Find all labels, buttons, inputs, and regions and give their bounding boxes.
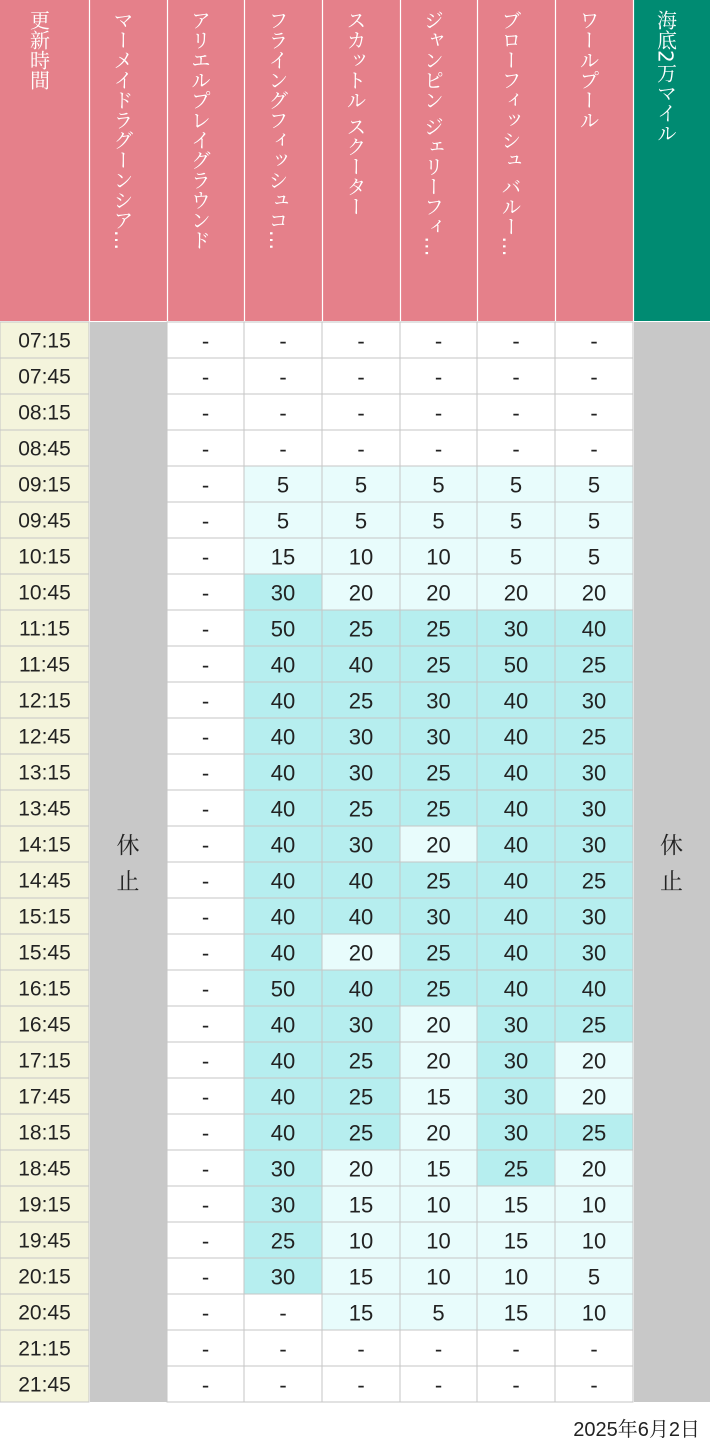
value-label: 40 bbox=[270, 1048, 296, 1074]
closed-status-text: 止 bbox=[660, 869, 683, 895]
value-label: 20 bbox=[581, 1156, 607, 1182]
time-label: 13:15 bbox=[18, 761, 71, 785]
time-label: 18:45 bbox=[18, 1157, 71, 1181]
closed-status-text: 休 bbox=[116, 833, 140, 859]
value-label: - bbox=[279, 364, 287, 390]
value-label: - bbox=[357, 436, 365, 462]
time-label: 21:15 bbox=[18, 1337, 71, 1361]
value-label: 30 bbox=[581, 796, 607, 822]
value-label: 10 bbox=[581, 1300, 607, 1326]
value-label: 30 bbox=[581, 904, 607, 930]
value-label: 20 bbox=[426, 1012, 451, 1038]
value-label: - bbox=[201, 1120, 210, 1146]
value-label: 30 bbox=[503, 616, 529, 642]
value-label: 50 bbox=[503, 652, 529, 678]
time-label: 10:15 bbox=[18, 545, 71, 569]
value-label: - bbox=[590, 436, 598, 462]
value-label: 10 bbox=[581, 1228, 607, 1254]
value-label: - bbox=[434, 400, 443, 426]
value-label: 40 bbox=[348, 976, 374, 1002]
value-label: 40 bbox=[270, 832, 296, 858]
value-label: 40 bbox=[503, 724, 529, 750]
value-label: 5 bbox=[509, 508, 523, 534]
time-label: 15:45 bbox=[18, 941, 71, 965]
value-label: 40 bbox=[270, 1084, 296, 1110]
value-label: 25 bbox=[348, 796, 374, 822]
time-label: 16:15 bbox=[18, 977, 71, 1001]
value-label: 40 bbox=[348, 904, 374, 930]
value-label: - bbox=[201, 1084, 210, 1110]
value-label: 30 bbox=[581, 832, 607, 858]
value-label: - bbox=[201, 544, 210, 570]
value-label: 30 bbox=[581, 760, 607, 786]
value-label: 30 bbox=[503, 1012, 529, 1038]
value-label: - bbox=[279, 400, 287, 426]
column-header-name: ワールプール bbox=[576, 10, 600, 130]
value-label: 20 bbox=[503, 580, 529, 606]
time-label: 11:45 bbox=[19, 653, 70, 677]
value-label: 30 bbox=[270, 1192, 296, 1218]
value-label: 25 bbox=[348, 688, 374, 714]
value-label: - bbox=[201, 1300, 210, 1326]
value-label: 15 bbox=[426, 1156, 451, 1182]
value-label: 30 bbox=[426, 724, 451, 750]
time-label: 12:45 bbox=[18, 725, 71, 749]
value-label: - bbox=[434, 1372, 443, 1398]
value-label: 15 bbox=[503, 1228, 529, 1254]
value-label: - bbox=[512, 1372, 520, 1398]
value-label: - bbox=[434, 328, 443, 354]
value-label: 50 bbox=[270, 616, 296, 642]
footer-date: 2025年6月2日 bbox=[573, 1419, 700, 1441]
time-label: 09:15 bbox=[18, 473, 71, 497]
value-label: 25 bbox=[348, 1048, 374, 1074]
value-label: - bbox=[512, 328, 520, 354]
value-label: - bbox=[201, 940, 210, 966]
value-label: 15 bbox=[348, 1264, 374, 1290]
value-label: 25 bbox=[426, 940, 451, 966]
value-label: 5 bbox=[354, 472, 368, 498]
value-label: 40 bbox=[581, 616, 607, 642]
value-label: 40 bbox=[270, 652, 296, 678]
value-label: 10 bbox=[426, 544, 451, 570]
value-label: 25 bbox=[581, 868, 607, 894]
value-label: - bbox=[201, 616, 210, 642]
closed-column-0 bbox=[90, 322, 167, 1402]
value-label: 40 bbox=[270, 868, 296, 894]
time-label: 08:45 bbox=[18, 437, 71, 461]
value-label: - bbox=[201, 508, 210, 534]
value-label: 10 bbox=[348, 544, 374, 570]
value-label: - bbox=[201, 1372, 210, 1398]
value-label: 40 bbox=[270, 796, 296, 822]
value-label: - bbox=[201, 580, 210, 606]
time-label: 09:45 bbox=[18, 509, 71, 533]
value-label: - bbox=[279, 1336, 287, 1362]
value-label: 30 bbox=[581, 940, 607, 966]
value-label: 20 bbox=[426, 580, 451, 606]
value-label: 10 bbox=[426, 1228, 451, 1254]
value-label: 15 bbox=[426, 1084, 451, 1110]
value-label: 40 bbox=[270, 724, 296, 750]
value-label: 30 bbox=[270, 580, 296, 606]
value-label: 40 bbox=[348, 868, 374, 894]
value-label: 20 bbox=[348, 940, 374, 966]
value-label: 30 bbox=[348, 1012, 374, 1038]
value-label: 25 bbox=[581, 724, 607, 750]
value-label: 10 bbox=[348, 1228, 374, 1254]
value-label: 5 bbox=[587, 1264, 601, 1290]
value-label: 20 bbox=[426, 1048, 451, 1074]
time-label: 19:15 bbox=[18, 1193, 71, 1217]
value-label: 40 bbox=[270, 904, 296, 930]
value-label: 25 bbox=[426, 652, 451, 678]
value-label: 15 bbox=[348, 1300, 374, 1326]
value-label: 5 bbox=[432, 472, 445, 498]
value-label: 30 bbox=[348, 760, 374, 786]
value-label: - bbox=[201, 472, 210, 498]
closed-status-text: 止 bbox=[116, 869, 140, 895]
value-label: 30 bbox=[426, 688, 451, 714]
value-label: 25 bbox=[348, 1084, 374, 1110]
value-label: 40 bbox=[270, 940, 296, 966]
closed-column-7 bbox=[634, 322, 710, 1402]
time-label: 10:45 bbox=[18, 581, 71, 605]
value-label: - bbox=[201, 328, 210, 354]
column-header-name: フライングフィッシュコ… bbox=[265, 10, 289, 250]
value-label: 30 bbox=[503, 1084, 529, 1110]
value-label: 50 bbox=[270, 976, 296, 1002]
value-label: 15 bbox=[503, 1192, 529, 1218]
value-label: 5 bbox=[354, 508, 368, 534]
value-label: - bbox=[201, 904, 210, 930]
value-label: 30 bbox=[581, 688, 607, 714]
value-label: 5 bbox=[432, 508, 445, 534]
time-label: 19:45 bbox=[18, 1229, 71, 1253]
value-label: - bbox=[357, 1372, 365, 1398]
time-label: 07:15 bbox=[18, 329, 71, 353]
time-label: 07:45 bbox=[18, 365, 71, 389]
time-label: 21:45 bbox=[18, 1373, 71, 1397]
value-label: - bbox=[357, 1336, 365, 1362]
value-label: - bbox=[279, 1300, 287, 1326]
value-label: 20 bbox=[581, 1084, 607, 1110]
value-label: 5 bbox=[509, 472, 523, 498]
value-label: 20 bbox=[581, 1048, 607, 1074]
value-label: - bbox=[201, 1156, 210, 1182]
value-label: - bbox=[201, 976, 210, 1002]
value-label: 5 bbox=[276, 508, 290, 534]
time-label: 20:45 bbox=[18, 1301, 71, 1325]
value-label: 5 bbox=[587, 544, 601, 570]
value-label: 30 bbox=[348, 832, 374, 858]
value-label: 25 bbox=[581, 1012, 607, 1038]
value-label: 5 bbox=[432, 1300, 445, 1326]
value-label: 40 bbox=[503, 796, 529, 822]
column-header-name: ジャンピン ジェリーフィ… bbox=[420, 10, 445, 257]
column-header-name: マーメイドラグーンシア… bbox=[110, 10, 134, 250]
value-label: 25 bbox=[348, 616, 374, 642]
value-label: 20 bbox=[348, 1156, 374, 1182]
header-label: 更新時間 bbox=[26, 10, 51, 90]
value-label: 25 bbox=[270, 1228, 296, 1254]
value-label: - bbox=[512, 436, 520, 462]
value-label: 25 bbox=[426, 976, 451, 1002]
value-label: 40 bbox=[270, 688, 296, 714]
value-label: - bbox=[201, 724, 210, 750]
value-label: - bbox=[512, 364, 520, 390]
value-label: - bbox=[201, 364, 210, 390]
column-header-name: アリエルプレイグラウンド bbox=[187, 10, 212, 250]
value-label: - bbox=[512, 400, 520, 426]
value-label: 25 bbox=[426, 760, 451, 786]
value-label: - bbox=[201, 652, 210, 678]
value-label: 25 bbox=[581, 1120, 607, 1146]
value-label: 40 bbox=[503, 688, 529, 714]
value-label: - bbox=[201, 400, 210, 426]
time-label: 17:45 bbox=[18, 1085, 71, 1109]
value-label: 40 bbox=[503, 832, 529, 858]
value-label: 5 bbox=[587, 508, 601, 534]
value-label: 40 bbox=[270, 760, 296, 786]
value-label: - bbox=[201, 868, 210, 894]
value-label: - bbox=[590, 328, 598, 354]
value-label: 15 bbox=[503, 1300, 529, 1326]
value-label: 30 bbox=[503, 1048, 529, 1074]
value-label: 30 bbox=[348, 724, 374, 750]
column-header-name: 海底2万マイル bbox=[653, 10, 678, 143]
value-label: 40 bbox=[348, 652, 374, 678]
value-label: 40 bbox=[503, 976, 529, 1002]
value-label: - bbox=[590, 364, 598, 390]
value-label: 40 bbox=[270, 1120, 296, 1146]
value-label: 25 bbox=[503, 1156, 529, 1182]
value-label: - bbox=[434, 1336, 443, 1362]
time-label: 17:15 bbox=[18, 1049, 71, 1073]
value-label: - bbox=[201, 1192, 210, 1218]
value-label: - bbox=[201, 688, 210, 714]
value-label: - bbox=[201, 1336, 210, 1362]
value-label: - bbox=[357, 328, 365, 354]
value-label: 40 bbox=[503, 940, 529, 966]
value-label: - bbox=[201, 1228, 210, 1254]
value-label: 10 bbox=[426, 1192, 451, 1218]
value-label: 30 bbox=[270, 1264, 296, 1290]
value-label: - bbox=[590, 1336, 598, 1362]
value-label: - bbox=[201, 1264, 210, 1290]
time-label: 13:45 bbox=[18, 797, 71, 821]
value-label: - bbox=[201, 1012, 210, 1038]
value-label: 20 bbox=[348, 580, 374, 606]
value-label: - bbox=[434, 364, 443, 390]
value-label: 5 bbox=[509, 544, 523, 570]
value-label: 15 bbox=[348, 1192, 374, 1218]
time-label: 18:15 bbox=[18, 1121, 71, 1145]
time-label: 15:15 bbox=[18, 905, 71, 929]
value-label: 40 bbox=[503, 904, 529, 930]
value-label: - bbox=[201, 760, 210, 786]
value-label: 5 bbox=[587, 472, 601, 498]
value-label: 30 bbox=[503, 1120, 529, 1146]
value-label: - bbox=[201, 796, 210, 822]
value-label: - bbox=[357, 400, 365, 426]
value-label: - bbox=[590, 1372, 598, 1398]
value-label: - bbox=[201, 1048, 210, 1074]
value-label: - bbox=[434, 436, 443, 462]
value-label: 40 bbox=[270, 1012, 296, 1038]
value-label: 20 bbox=[426, 1120, 451, 1146]
value-label: 25 bbox=[348, 1120, 374, 1146]
value-label: 25 bbox=[426, 796, 451, 822]
value-label: 10 bbox=[503, 1264, 529, 1290]
column-header-name: スカットル スクーター bbox=[343, 10, 367, 217]
value-label: 20 bbox=[426, 832, 451, 858]
time-label: 08:15 bbox=[18, 401, 71, 425]
value-label: 30 bbox=[270, 1156, 296, 1182]
value-label: - bbox=[279, 1372, 287, 1398]
value-label: 5 bbox=[276, 472, 290, 498]
value-label: 15 bbox=[270, 544, 296, 570]
value-label: 40 bbox=[581, 976, 607, 1002]
time-label: 14:45 bbox=[18, 869, 71, 893]
value-label: - bbox=[201, 832, 210, 858]
value-label: - bbox=[512, 1336, 520, 1362]
column-header-name: ブローフィッシュ バルー… bbox=[498, 10, 522, 257]
value-label: 40 bbox=[503, 760, 529, 786]
value-label: - bbox=[590, 400, 598, 426]
value-label: 30 bbox=[426, 904, 451, 930]
value-label: 10 bbox=[426, 1264, 451, 1290]
value-label: - bbox=[279, 328, 287, 354]
value-label: - bbox=[279, 436, 287, 462]
time-label: 20:15 bbox=[18, 1265, 71, 1289]
closed-status-text: 休 bbox=[660, 833, 683, 859]
time-label: 14:15 bbox=[18, 833, 71, 857]
value-label: 25 bbox=[426, 616, 451, 642]
value-label: 10 bbox=[581, 1192, 607, 1218]
value-label: - bbox=[357, 364, 365, 390]
value-label: - bbox=[201, 436, 210, 462]
value-label: 20 bbox=[581, 580, 607, 606]
time-label: 16:45 bbox=[18, 1013, 71, 1037]
value-label: 25 bbox=[581, 652, 607, 678]
time-label: 12:15 bbox=[18, 689, 71, 713]
time-label: 11:15 bbox=[19, 617, 70, 641]
value-label: 25 bbox=[426, 868, 451, 894]
value-label: 40 bbox=[503, 868, 529, 894]
